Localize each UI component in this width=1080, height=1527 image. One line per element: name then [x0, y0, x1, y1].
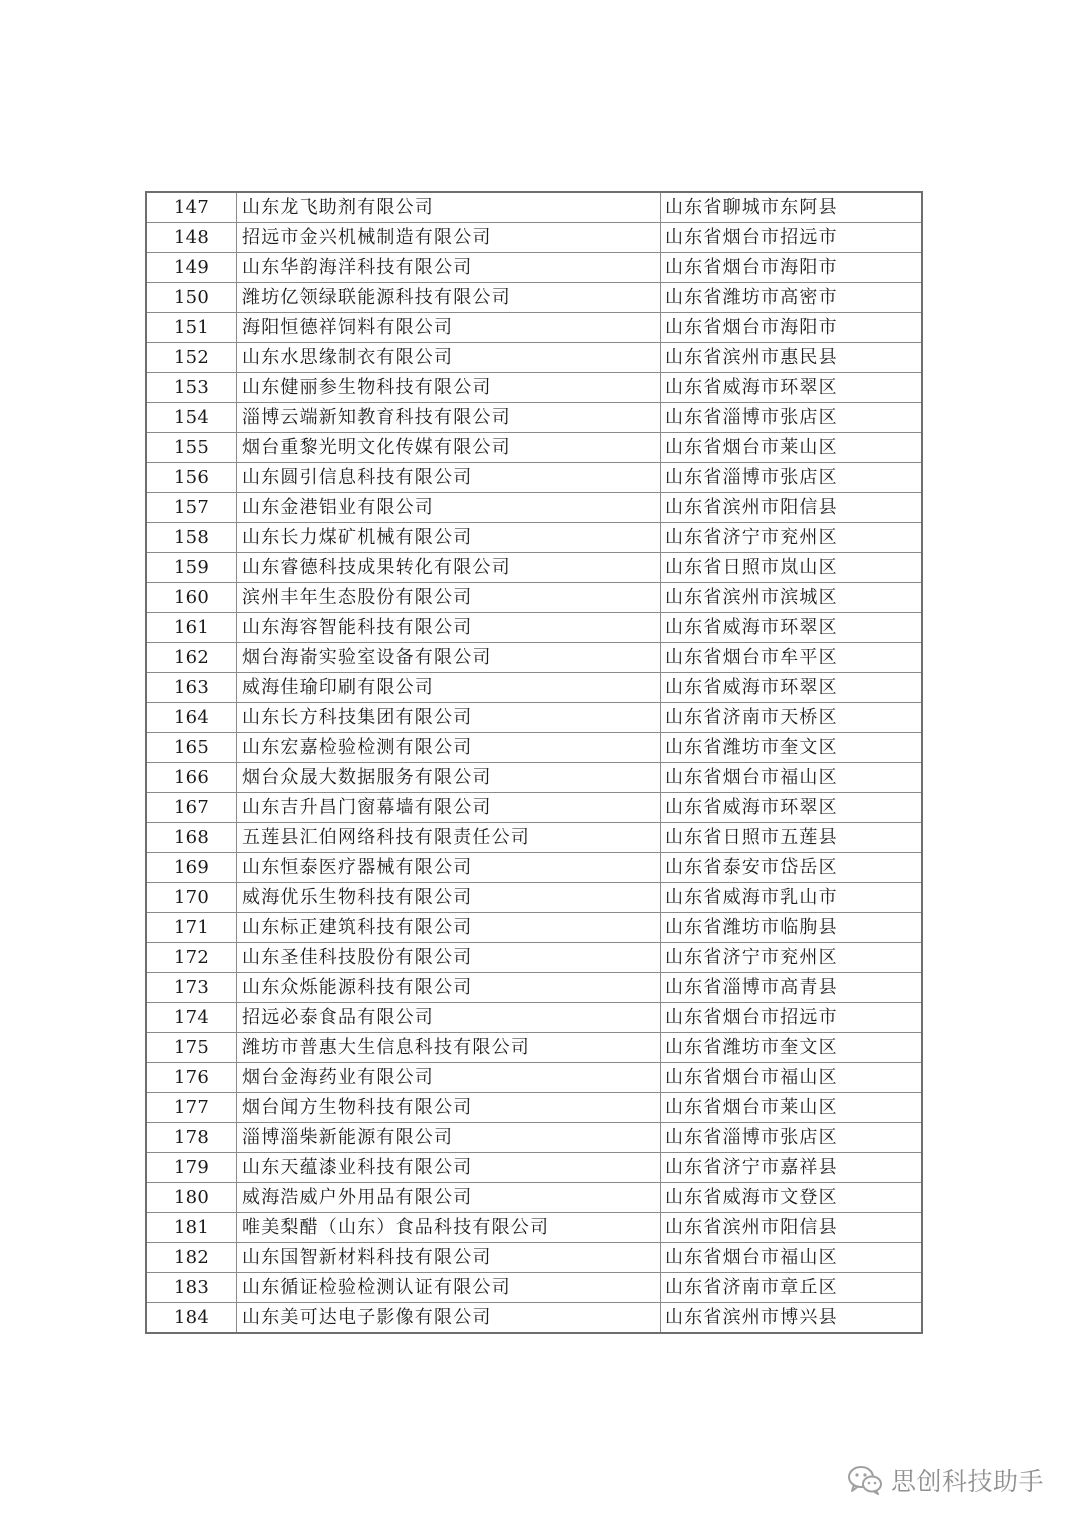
company-name: 山东金港铝业有限公司 — [237, 493, 661, 523]
row-number: 178 — [146, 1123, 237, 1153]
table-row — [146, 1093, 922, 1123]
watermark-text: 思创科技助手 — [890, 1467, 1044, 1496]
company-location: 山东省烟台市福山区 — [661, 763, 923, 793]
table-row — [146, 733, 922, 763]
company-name: 山东水思缘制衣有限公司 — [237, 343, 661, 373]
company-location: 山东省日照市五莲县 — [661, 823, 923, 853]
company-location: 山东省淄博市张店区 — [661, 403, 923, 433]
company-location: 山东省滨州市阳信县 — [661, 1213, 923, 1243]
company-name: 威海浩威户外用品有限公司 — [237, 1183, 661, 1213]
table-row — [146, 1123, 922, 1153]
table-row — [146, 703, 922, 733]
row-number: 181 — [146, 1213, 237, 1243]
company-location: 山东省威海市环翠区 — [661, 613, 923, 643]
company-location: 山东省威海市文登区 — [661, 1183, 923, 1213]
table-row — [146, 1153, 922, 1183]
row-number: 165 — [146, 733, 237, 763]
row-number: 175 — [146, 1033, 237, 1063]
company-name: 山东天蕴漆业科技有限公司 — [237, 1153, 661, 1183]
row-number: 168 — [146, 823, 237, 853]
table-row — [146, 883, 922, 913]
company-name: 山东众烁能源科技有限公司 — [237, 973, 661, 1003]
company-name: 威海佳瑜印刷有限公司 — [237, 673, 661, 703]
company-location: 山东省淄博市张店区 — [661, 463, 923, 493]
company-location: 山东省潍坊市高密市 — [661, 283, 923, 313]
company-name: 山东长力煤矿机械有限公司 — [237, 523, 661, 553]
row-number: 160 — [146, 583, 237, 613]
company-location: 山东省济宁市兖州区 — [661, 943, 923, 973]
table-row — [146, 913, 922, 943]
row-number: 162 — [146, 643, 237, 673]
table-row — [146, 433, 922, 463]
table-row — [146, 192, 922, 223]
row-number: 154 — [146, 403, 237, 433]
company-name: 山东吉升昌门窗幕墙有限公司 — [237, 793, 661, 823]
company-name: 滨州丰年生态股份有限公司 — [237, 583, 661, 613]
company-table — [145, 191, 923, 1334]
company-name: 潍坊亿领绿联能源科技有限公司 — [237, 283, 661, 313]
company-location: 山东省威海市环翠区 — [661, 793, 923, 823]
company-name: 山东国智新材料科技有限公司 — [237, 1243, 661, 1273]
company-name: 山东圣佳科技股份有限公司 — [237, 943, 661, 973]
company-name: 招远必泰食品有限公司 — [237, 1003, 661, 1033]
company-location: 山东省滨州市滨城区 — [661, 583, 923, 613]
company-name: 淄博云端新知教育科技有限公司 — [237, 403, 661, 433]
row-number: 147 — [146, 192, 237, 223]
row-number: 157 — [146, 493, 237, 523]
table-row — [146, 673, 922, 703]
company-name: 海阳恒德祥饲料有限公司 — [237, 313, 661, 343]
table-row — [146, 1243, 922, 1273]
company-name: 山东健丽参生物科技有限公司 — [237, 373, 661, 403]
company-location: 山东省烟台市莱山区 — [661, 433, 923, 463]
company-location: 山东省威海市乳山市 — [661, 883, 923, 913]
row-number: 148 — [146, 223, 237, 253]
company-name: 烟台重黎光明文化传媒有限公司 — [237, 433, 661, 463]
company-location: 山东省烟台市福山区 — [661, 1063, 923, 1093]
table-row — [146, 223, 922, 253]
table-row — [146, 1303, 922, 1334]
row-number: 161 — [146, 613, 237, 643]
row-number: 156 — [146, 463, 237, 493]
table-row — [146, 1183, 922, 1213]
watermark — [847, 1462, 1044, 1498]
company-location: 山东省烟台市福山区 — [661, 1243, 923, 1273]
row-number: 150 — [146, 283, 237, 313]
row-number: 164 — [146, 703, 237, 733]
row-number: 177 — [146, 1093, 237, 1123]
row-number: 171 — [146, 913, 237, 943]
company-location: 山东省济宁市兖州区 — [661, 523, 923, 553]
company-name: 招远市金兴机械制造有限公司 — [237, 223, 661, 253]
row-number: 153 — [146, 373, 237, 403]
table-row — [146, 253, 922, 283]
row-number: 167 — [146, 793, 237, 823]
row-number: 163 — [146, 673, 237, 703]
company-name: 唯美梨醋（山东）食品科技有限公司 — [237, 1213, 661, 1243]
row-number: 158 — [146, 523, 237, 553]
company-location: 山东省烟台市海阳市 — [661, 313, 923, 343]
company-location: 山东省滨州市惠民县 — [661, 343, 923, 373]
company-name: 山东美可达电子影像有限公司 — [237, 1303, 661, 1334]
row-number: 179 — [146, 1153, 237, 1183]
row-number: 159 — [146, 553, 237, 583]
table-row — [146, 1063, 922, 1093]
table-row — [146, 373, 922, 403]
company-location: 山东省烟台市莱山区 — [661, 1093, 923, 1123]
table-row — [146, 403, 922, 433]
table-row — [146, 1033, 922, 1063]
company-name: 淄博淄柴新能源有限公司 — [237, 1123, 661, 1153]
company-location: 山东省烟台市招远市 — [661, 223, 923, 253]
row-number: 155 — [146, 433, 237, 463]
company-name: 威海优乐生物科技有限公司 — [237, 883, 661, 913]
wechat-icon — [847, 1465, 883, 1495]
table-row — [146, 1213, 922, 1243]
company-location: 山东省滨州市阳信县 — [661, 493, 923, 523]
company-location: 山东省潍坊市奎文区 — [661, 1033, 923, 1063]
company-name: 山东华韵海洋科技有限公司 — [237, 253, 661, 283]
table-row — [146, 343, 922, 373]
table-row — [146, 763, 922, 793]
table-row — [146, 973, 922, 1003]
row-number: 182 — [146, 1243, 237, 1273]
company-location: 山东省潍坊市临朐县 — [661, 913, 923, 943]
company-name: 山东海容智能科技有限公司 — [237, 613, 661, 643]
row-number: 176 — [146, 1063, 237, 1093]
company-name: 烟台众晟大数据服务有限公司 — [237, 763, 661, 793]
company-location: 山东省泰安市岱岳区 — [661, 853, 923, 883]
company-location: 山东省烟台市海阳市 — [661, 253, 923, 283]
row-number: 149 — [146, 253, 237, 283]
company-name: 烟台闻方生物科技有限公司 — [237, 1093, 661, 1123]
row-number: 169 — [146, 853, 237, 883]
company-name: 山东标正建筑科技有限公司 — [237, 913, 661, 943]
company-location: 山东省威海市环翠区 — [661, 373, 923, 403]
table-row — [146, 1273, 922, 1303]
table-row — [146, 853, 922, 883]
table-row — [146, 823, 922, 853]
company-table-body — [146, 192, 922, 1333]
table-row — [146, 943, 922, 973]
table-row — [146, 643, 922, 673]
company-name: 山东宏嘉检验检测有限公司 — [237, 733, 661, 763]
table-row — [146, 463, 922, 493]
row-number: 151 — [146, 313, 237, 343]
company-name: 山东循证检验检测认证有限公司 — [237, 1273, 661, 1303]
row-number: 184 — [146, 1303, 237, 1334]
company-location: 山东省滨州市博兴县 — [661, 1303, 923, 1334]
table-row — [146, 283, 922, 313]
company-location: 山东省济南市章丘区 — [661, 1273, 923, 1303]
table-row — [146, 583, 922, 613]
table-row — [146, 523, 922, 553]
row-number: 170 — [146, 883, 237, 913]
table-row — [146, 493, 922, 523]
row-number: 152 — [146, 343, 237, 373]
company-location: 山东省潍坊市奎文区 — [661, 733, 923, 763]
table-row — [146, 1003, 922, 1033]
table-row — [146, 613, 922, 643]
company-name: 山东恒泰医疗器械有限公司 — [237, 853, 661, 883]
company-name: 山东长方科技集团有限公司 — [237, 703, 661, 733]
company-location: 山东省济南市天桥区 — [661, 703, 923, 733]
table-row — [146, 553, 922, 583]
row-number: 166 — [146, 763, 237, 793]
company-location: 山东省淄博市高青县 — [661, 973, 923, 1003]
company-location: 山东省威海市环翠区 — [661, 673, 923, 703]
company-name: 潍坊市普惠大生信息科技有限公司 — [237, 1033, 661, 1063]
row-number: 180 — [146, 1183, 237, 1213]
row-number: 174 — [146, 1003, 237, 1033]
company-location: 山东省聊城市东阿县 — [661, 192, 923, 223]
company-location: 山东省济宁市嘉祥县 — [661, 1153, 923, 1183]
row-number: 172 — [146, 943, 237, 973]
table-row — [146, 793, 922, 823]
company-name: 山东圆引信息科技有限公司 — [237, 463, 661, 493]
company-location: 山东省淄博市张店区 — [661, 1123, 923, 1153]
company-name: 烟台金海药业有限公司 — [237, 1063, 661, 1093]
company-name: 山东龙飞助剂有限公司 — [237, 192, 661, 223]
row-number: 183 — [146, 1273, 237, 1303]
row-number: 173 — [146, 973, 237, 1003]
table-row — [146, 313, 922, 343]
company-name: 五莲县汇伯网络科技有限责任公司 — [237, 823, 661, 853]
company-name: 烟台海嵛实验室设备有限公司 — [237, 643, 661, 673]
company-location: 山东省烟台市牟平区 — [661, 643, 923, 673]
company-location: 山东省日照市岚山区 — [661, 553, 923, 583]
company-name: 山东睿德科技成果转化有限公司 — [237, 553, 661, 583]
company-location: 山东省烟台市招远市 — [661, 1003, 923, 1033]
